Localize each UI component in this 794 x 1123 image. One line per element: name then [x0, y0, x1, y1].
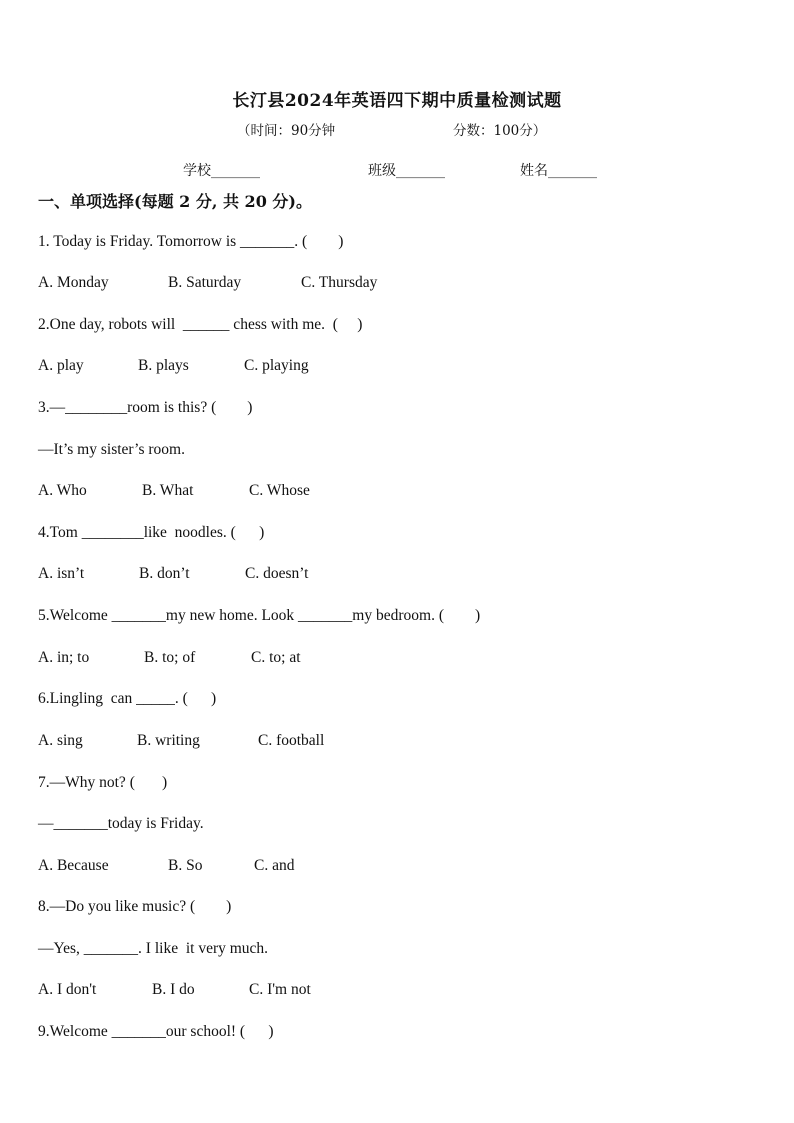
option-b: B. So — [168, 857, 203, 874]
school-field: 学校_______ — [183, 163, 260, 179]
option-a: A. sing — [38, 732, 83, 749]
question-2: 2.One day, robots will ______ chess with me. ( ) — [38, 316, 363, 333]
question-6: 6.Lingling can _____. ( ) — [38, 690, 217, 707]
option-b: B. writing — [137, 732, 200, 749]
option-c: C. Whose — [249, 482, 310, 499]
question-7: 7.—Why not? ( ) — [38, 774, 168, 791]
option-c: C. Thursday — [301, 274, 378, 291]
question-7-answer: —_______today is Friday. — [38, 815, 204, 832]
option-a: A. isn’t — [38, 565, 85, 582]
question-4: 4.Tom ________like noodles. ( ) — [38, 524, 265, 541]
option-c: C. I'm not — [249, 981, 311, 998]
option-b: B. I do — [152, 981, 195, 998]
question-1: 1. Today is Friday. Tomorrow is _______. ( ) — [38, 233, 344, 250]
question-3: 3.—________room is this? ( ) — [38, 399, 253, 416]
option-b: B. plays — [138, 357, 189, 374]
option-b: B. Saturday — [168, 274, 242, 291]
option-c: C. playing — [244, 357, 309, 374]
exam-score: 分数：100分） — [453, 123, 547, 139]
option-c: C. football — [258, 732, 325, 749]
question-8-answer: —Yes, _______. I like it very much. — [38, 940, 269, 957]
option-b: B. don’t — [139, 565, 190, 582]
class-field: 班级_______ — [368, 163, 445, 179]
option-a: A. Monday — [38, 274, 109, 291]
question-3-answer: —It’s my sister’s room. — [38, 441, 185, 458]
option-a: A. Who — [38, 482, 87, 499]
option-c: C. doesn’t — [245, 565, 309, 582]
name-field: 姓名_______ — [520, 163, 597, 179]
question-8: 8.—Do you like music? ( ) — [38, 898, 232, 915]
question-9: 9.Welcome _______our school! ( ) — [38, 1023, 274, 1040]
option-b: B. What — [142, 482, 194, 499]
option-a: A. I don't — [38, 981, 97, 998]
exam-time: （时间：90分钟 — [237, 123, 336, 139]
section-title: 一、单项选择(每题 2 分, 共 20 分)。 — [38, 192, 312, 211]
option-c: C. to; at — [251, 649, 301, 666]
option-b: B. to; of — [144, 649, 196, 666]
exam-title: 长汀县2024年英语四下期中质量检测试题 — [232, 91, 562, 111]
option-a: A. play — [38, 357, 84, 374]
question-5: 5.Welcome _______my new home. Look _______my bedroom. ( ) — [38, 607, 481, 624]
option-a: A. Because — [38, 857, 109, 874]
option-c: C. and — [254, 857, 295, 874]
option-a: A. in; to — [38, 649, 90, 666]
